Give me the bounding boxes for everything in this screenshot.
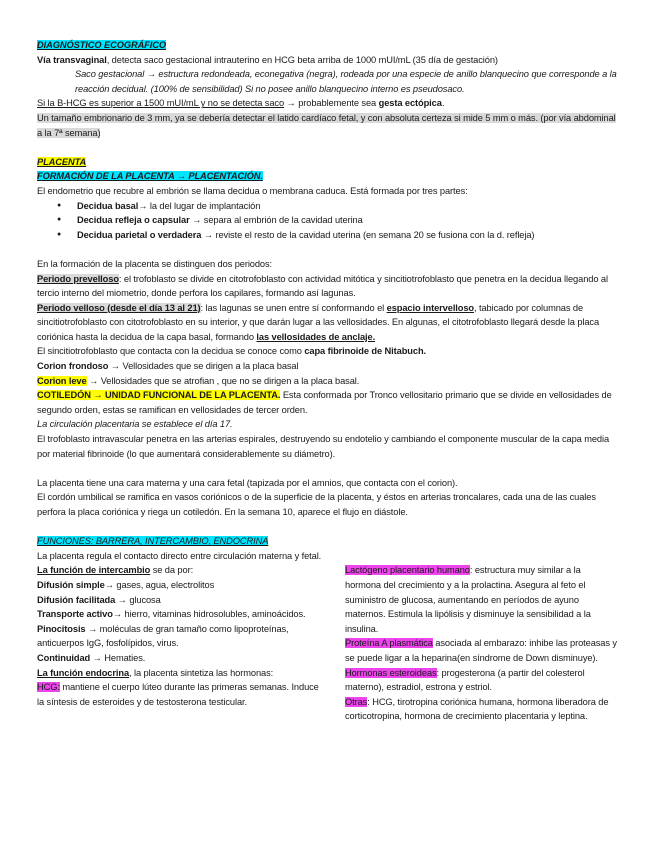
right-column: Lactógeno placentario humano: estructura muy similar a la hormona del crecimiento y a la prolactina. Asegura al feto el suministro de glucosa, aumentando en períodos de ayuno maternos. Estimula la lipólisis y disminuye la sensibilidad a la insulina. Proteína A plasmática asociada al embarazo: inhibe las proteasas y se puede ligar a la heparina(en síndrome de Down disminuye). Hormonas esteroideas: progesterona (a partir del colesterol materno), estradiol, estrona y estriol. Otras: HCG, tirotropina coriónica humana, hormona liberadora de corticotropina, hormona de crecimiento placentaria y leptina. bbox=[345, 565, 617, 722]
corion-leve: Corion leve → Vellosidades que se atrofian , que no se dirigen a la placa basal. bbox=[37, 375, 360, 386]
caras-line: La placenta tiene una cara materna y una cara fetal (tapizada por el amnios, que contacta con el corion). bbox=[37, 477, 458, 488]
cotiledon-line: COTILEDÓN → UNIDAD FUNCIONAL DE LA PLACENTA. Esta conformada por Tronco vellositario primario que se divide en vellosidades de segundo orden, estas se ramifican en vellosidades de tercer orden. bbox=[37, 390, 612, 415]
period-prevelloso: Periodo prevelloso: el trofoblasto se divide en citotrofoblasto con actividad mitótica y sincitiotrofoblasto que penetra en la decidua llegando al tercio interno del miometrio, donde perfora los capilares, formando así lagunas. bbox=[37, 273, 608, 299]
left-column: La función de intercambio se da por: Difusión simple→ gases, agua, electrolitos Difusión facilitada → glucosa Transporte activo→ hierro, vitaminas hidrosolubles, aminoácidos. Pinocitosis → moléculas de gran tamaño como lipoproteínas, anticuerpos IgG, fosfolípidos, virus. Continuidad → Hematies. La función endocrina, la placenta sintetiza las hormonas: HCG: mantiene el cuerpo lúteo durante las primeras semanas. Induce la síntesis de esteroides y de testosterona testicular. bbox=[37, 565, 319, 707]
diag-line-3: Si la B-HCG es superior a 1500 mUI/mL y no se detecta saco → probablemente sea gesta ectópica. bbox=[37, 98, 445, 109]
list-item: ● Decidua refleja o capsular → separa al embrión de la cavidad uterina bbox=[37, 213, 617, 228]
diag-line-4: Un tamaño embrionario de 3 mm, ya se debería detectar el latido cardíaco fetal, y con absoluta certeza si mide 5 mm o más. (por vía abdominal a la 7ª semana) bbox=[37, 112, 616, 138]
cordon-line: El cordón umbilical se ramifica en vasos coriónicos o de la superficie de la placenta, y éstos en arterias troncalares, cada una de las cuales perfora la placa coriónica y riega un cotiledón. En la semana 10, aparece el flujo en diástole. bbox=[37, 492, 596, 517]
diag-line-1: Vía transvaginal, detecta saco gestacional intrauterino en HCG beta arriba de 1000 mUI/mL (35 día de gestación) bbox=[37, 54, 498, 65]
placenta-subheading: FORMACIÓN DE LA PLACENTA → PLACENTACIÓN. bbox=[37, 171, 263, 182]
diag-heading: DIAGNÓSTICO ECOGRÁFICO bbox=[37, 40, 166, 50]
document-page bbox=[37, 38, 617, 724]
period-velloso: Periodo velloso (desde el día 13 al 21): las lagunas se unen entre sí conformando el espacio intervelloso, tabicado por columnas de sincitiotrofoblasto con citotrofoblasto en su interior, y que darán lugar a las vellosidades. En algunas, el citotrofoblasto llegará desde la placa coriónica hasta la decidua de la capa basal, formando las vellosidades de anclaje. bbox=[37, 302, 600, 342]
periods-intro: En la formación de la placenta se distinguen dos periodos: bbox=[37, 258, 273, 269]
nitabuch-line: El sincitiotrofoblasto que contacta con la decidua se conoce como capa fibrinoide de Nitabuch. bbox=[37, 346, 427, 357]
placenta-intro: El endometrio que recubre al embrión se llama decidua o membrana caduca. Está formada por tres partes: bbox=[37, 185, 468, 196]
diag-line-2: Saco gestacional → estructura redondeada, econegativa (negra), rodeada por una especie de anillo blanquecino que corresponde a la reacción decidual. (100% de sensibilidad) Si no posee anillo blanquecino interno es pseudosaco. bbox=[75, 69, 617, 94]
trofoblasto-line: El trofoblasto intravascular penetra en las arterias espirales, destruyendo su endotelio y cambiando el componente muscular de la capa media por material fibrinoide (lo que aumentará considerablemente su diámetro). bbox=[37, 434, 610, 459]
funciones-heading: FUNCIONES: BARRERA, INTERCAMBIO, ENDOCRINA bbox=[37, 536, 269, 547]
funciones-columns bbox=[37, 563, 617, 724]
circulacion-line: La circulación placentaria se establece el día 17. bbox=[37, 419, 233, 430]
decidua-list bbox=[37, 199, 617, 243]
list-item: ● Decidua parietal o verdadera → reviste el resto de la cavidad uterina (en semana 20 se fusiona con la d. refleja) bbox=[37, 228, 617, 243]
placenta-heading: PLACENTA bbox=[37, 156, 87, 167]
list-item: ● Decidua basal→ la del lugar de implantación bbox=[37, 199, 617, 214]
corion-frondoso: Corion frondoso → Vellosidades que se dirigen a la placa basal bbox=[37, 361, 299, 372]
funciones-intro: La placenta regula el contacto directo entre circulación materna y fetal. bbox=[37, 550, 322, 561]
